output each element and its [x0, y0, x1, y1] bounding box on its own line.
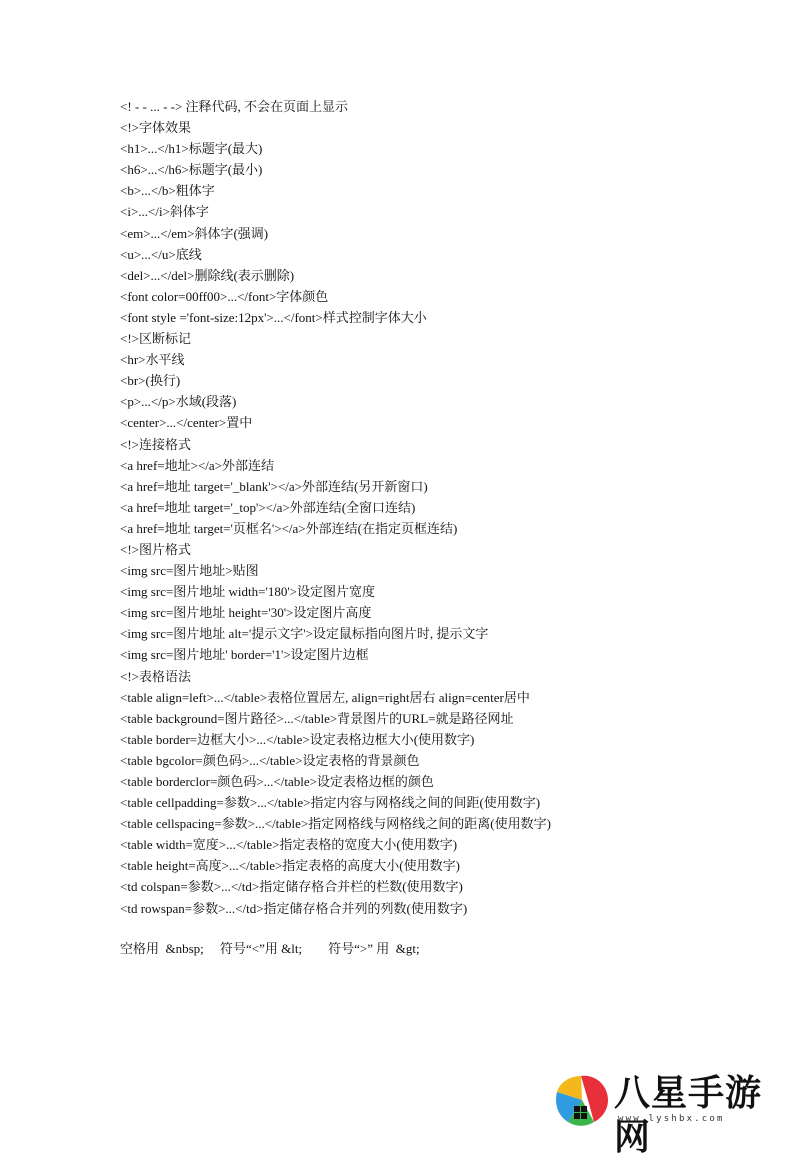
code-line: <td rowspan=参数>...</td>指定储存格合并列的列数(使用数字)	[120, 900, 468, 916]
code-line: <b>...</b>粗体字	[120, 183, 215, 199]
code-line: <h1>...</h1>标题字(最大)	[120, 141, 263, 157]
code-line: <!>区断标记	[120, 331, 191, 347]
code-line: <a href=地址 target='页框名'></a>外部连结(在指定页框连结)	[120, 520, 458, 536]
code-line: <img src=图片地址 alt='提示文字'>设定鼠标指向图片时, 提示文字	[120, 626, 489, 642]
code-line: <!>图片格式	[120, 541, 191, 557]
code-line: <font style ='font-size:12px'>...</font>样式控制字体大小	[120, 309, 427, 325]
site-logo-icon	[552, 1070, 610, 1128]
code-line: <i>...</i>斜体字	[120, 204, 209, 220]
code-line: <u>...</u>底线	[120, 246, 202, 262]
code-line: <del>...</del>删除线(表示删除)	[120, 267, 295, 283]
code-line: <a href=地址 target='_top'></a>外部连结(全窗口连结)	[120, 499, 416, 515]
code-line: <table cellspacing=参数>...</table>指定网格线与网格线之间的距离(使用数字)	[120, 816, 551, 832]
code-line: <!>字体效果	[120, 120, 191, 136]
code-line: <img src=图片地址' border='1'>设定图片边框	[120, 647, 369, 663]
code-line: <center>...</center>置中	[120, 415, 253, 431]
code-line: <hr>水平线	[120, 352, 185, 368]
watermark-title: 八星手游网	[614, 1073, 763, 1158]
code-line: <font color=00ff00>...</font>字体颜色	[120, 288, 329, 304]
code-line: <img src=图片地址 height='30'>设定图片高度	[120, 605, 372, 621]
code-line: <p>...</p>水域(段落)	[120, 394, 237, 410]
code-line: <table background=图片路径>...</table>背景图片的URL=就是路径网址	[120, 710, 514, 726]
code-line: <table height=高度>...</table>指定表格的高度大小(使用数字)	[120, 858, 460, 874]
entity-note: 空格用 &nbsp; 符号“<”用 &lt; 符号“>” 用 &gt;	[120, 940, 420, 956]
code-line: <td colspan=参数>...</td>指定储存格合并栏的栏数(使用数字)	[120, 879, 463, 895]
code-reference-list	[120, 96, 780, 919]
code-line: <a href=地址 target='_blank'></a>外部连结(另开新窗口)	[120, 478, 428, 494]
code-line: <br>(换行)	[120, 373, 181, 389]
code-line: <! - - ... - -> 注释代码, 不会在页面上显示	[120, 99, 349, 114]
code-line: <table border=边框大小>...</table>设定表格边框大小(使用数字)	[120, 731, 475, 747]
document-body	[120, 96, 780, 959]
code-line: <em>...</em>斜体字(强调)	[120, 225, 269, 241]
code-line: <a href=地址></a>外部连结	[120, 457, 274, 473]
watermark-url: www.lyshbx.com	[618, 1114, 725, 1124]
code-line: <table align=left>...</table>表格位置居左, align=right居右 align=center居中	[120, 689, 530, 705]
code-line: <img src=图片地址>贴图	[120, 563, 259, 579]
code-line: <table borderclor=颜色码>...</table>设定表格边框的颜色	[120, 774, 434, 789]
code-line: <img src=图片地址 width='180'>设定图片宽度	[120, 584, 376, 600]
site-watermark	[552, 1070, 792, 1158]
code-line: <table bgcolor=颜色码>...</table>设定表格的背景颜色	[120, 752, 420, 768]
code-line: <h6>...</h6>标题字(最小)	[120, 162, 263, 178]
spacer	[120, 919, 780, 938]
code-line: <table cellpadding=参数>...</table>指定内容与网格线之间的间距(使用数字)	[120, 795, 541, 811]
code-line: <!>表格语法	[120, 668, 191, 684]
code-line: <table width=宽度>...</table>指定表格的宽度大小(使用数字)	[120, 837, 458, 853]
code-line: <!>连接格式	[120, 436, 191, 452]
